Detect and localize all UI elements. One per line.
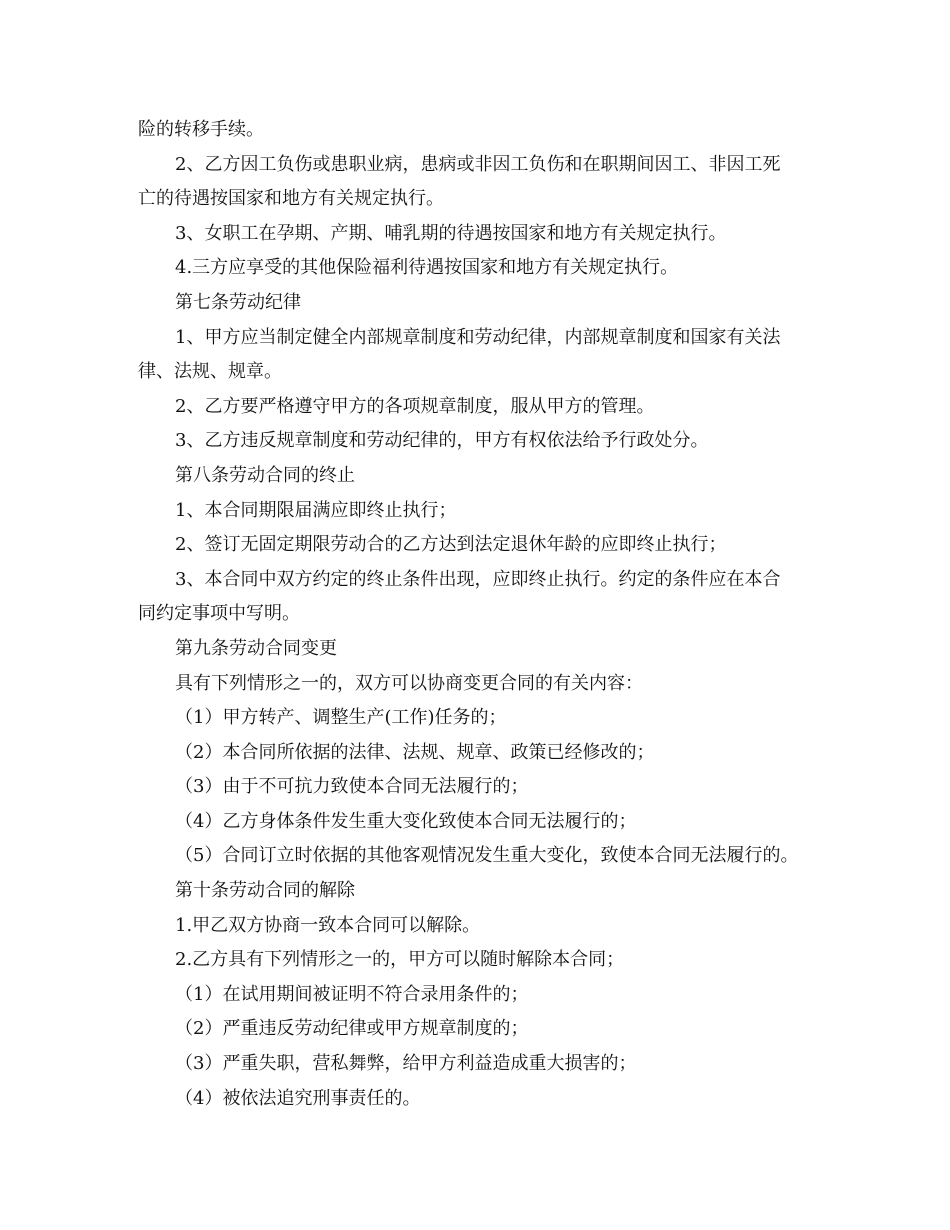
text-line: 2、乙方要严格遵守甲方的各项规章制度，服从甲方的管理。 <box>175 395 655 417</box>
text-line: 1.甲乙双方协商一致本合同可以解除。 <box>175 914 481 936</box>
section-heading: 第八条劳动合同的终止 <box>175 464 355 486</box>
text-line: 3、本合同中双方约定的终止条件出现，应即终止执行。约定的条件应在本合 <box>175 568 781 590</box>
section-heading: 第七条劳动纪律 <box>175 291 301 313</box>
text-line: 2、签订无固定期限劳动合的乙方达到法定退休年龄的应即终止执行； <box>175 534 727 556</box>
text-line: 1、本合同期限届满应即终止执行； <box>175 499 457 521</box>
text-line: 2.乙方具有下列情形之一的，甲方可以随时解除本合同； <box>175 949 625 971</box>
text-line: 1、甲方应当制定健全内部规章制度和劳动纪律，内部规章制度和国家有关法 <box>175 326 781 348</box>
text-line: 险的转移手续。 <box>138 119 264 140</box>
text-line: 3、乙方违反规章制度和劳动纪律的，甲方有权依法给予行政处分。 <box>175 430 709 452</box>
text-line: 4.三方应享受的其他保险福利待遇按国家和地方有关规定执行。 <box>175 257 679 279</box>
text-line: 亡的待遇按国家和地方有关规定执行。 <box>138 188 444 210</box>
list-item: （1）在试用期间被证明不符合录用条件的； <box>175 983 529 1005</box>
list-item: （4）乙方身体条件发生重大变化致使本合同无法履行的； <box>175 810 637 832</box>
section-heading: 第十条劳动合同的解除 <box>175 880 355 902</box>
list-item: （5）合同订立时依据的其他客观情况发生重大变化，致使本合同无法履行的。 <box>175 845 799 867</box>
text-line: 具有下列情形之一的，双方可以协商变更合同的有关内容： <box>175 672 643 694</box>
list-item: （3）由于不可抗力致使本合同无法履行的； <box>175 776 529 798</box>
text-line: 律、法规、规章。 <box>138 361 282 383</box>
text-line: 2、乙方因工负伤或患职业病，患病或非因工负伤和在职期间因工、非因工死 <box>175 153 781 175</box>
text-line: 3、女职工在孕期、产期、哺乳期的待遇按国家和地方有关规定执行。 <box>175 222 727 244</box>
list-item: （2）严重违反劳动纪律或甲方规章制度的； <box>175 1018 529 1040</box>
text-line: 同约定事项中写明。 <box>138 603 300 625</box>
list-item: （1）甲方转产、调整生产(工作)任务的； <box>175 707 507 729</box>
document-body <box>138 113 818 1116</box>
section-heading: 第九条劳动合同变更 <box>175 637 337 659</box>
list-item: （2）本合同所依据的法律、法规、规章、政策已经修改的； <box>175 741 655 763</box>
list-item: （3）严重失职，营私舞弊，给甲方利益造成重大损害的； <box>175 1053 637 1075</box>
list-item: （4）被依法追究刑事责任的。 <box>175 1087 421 1109</box>
